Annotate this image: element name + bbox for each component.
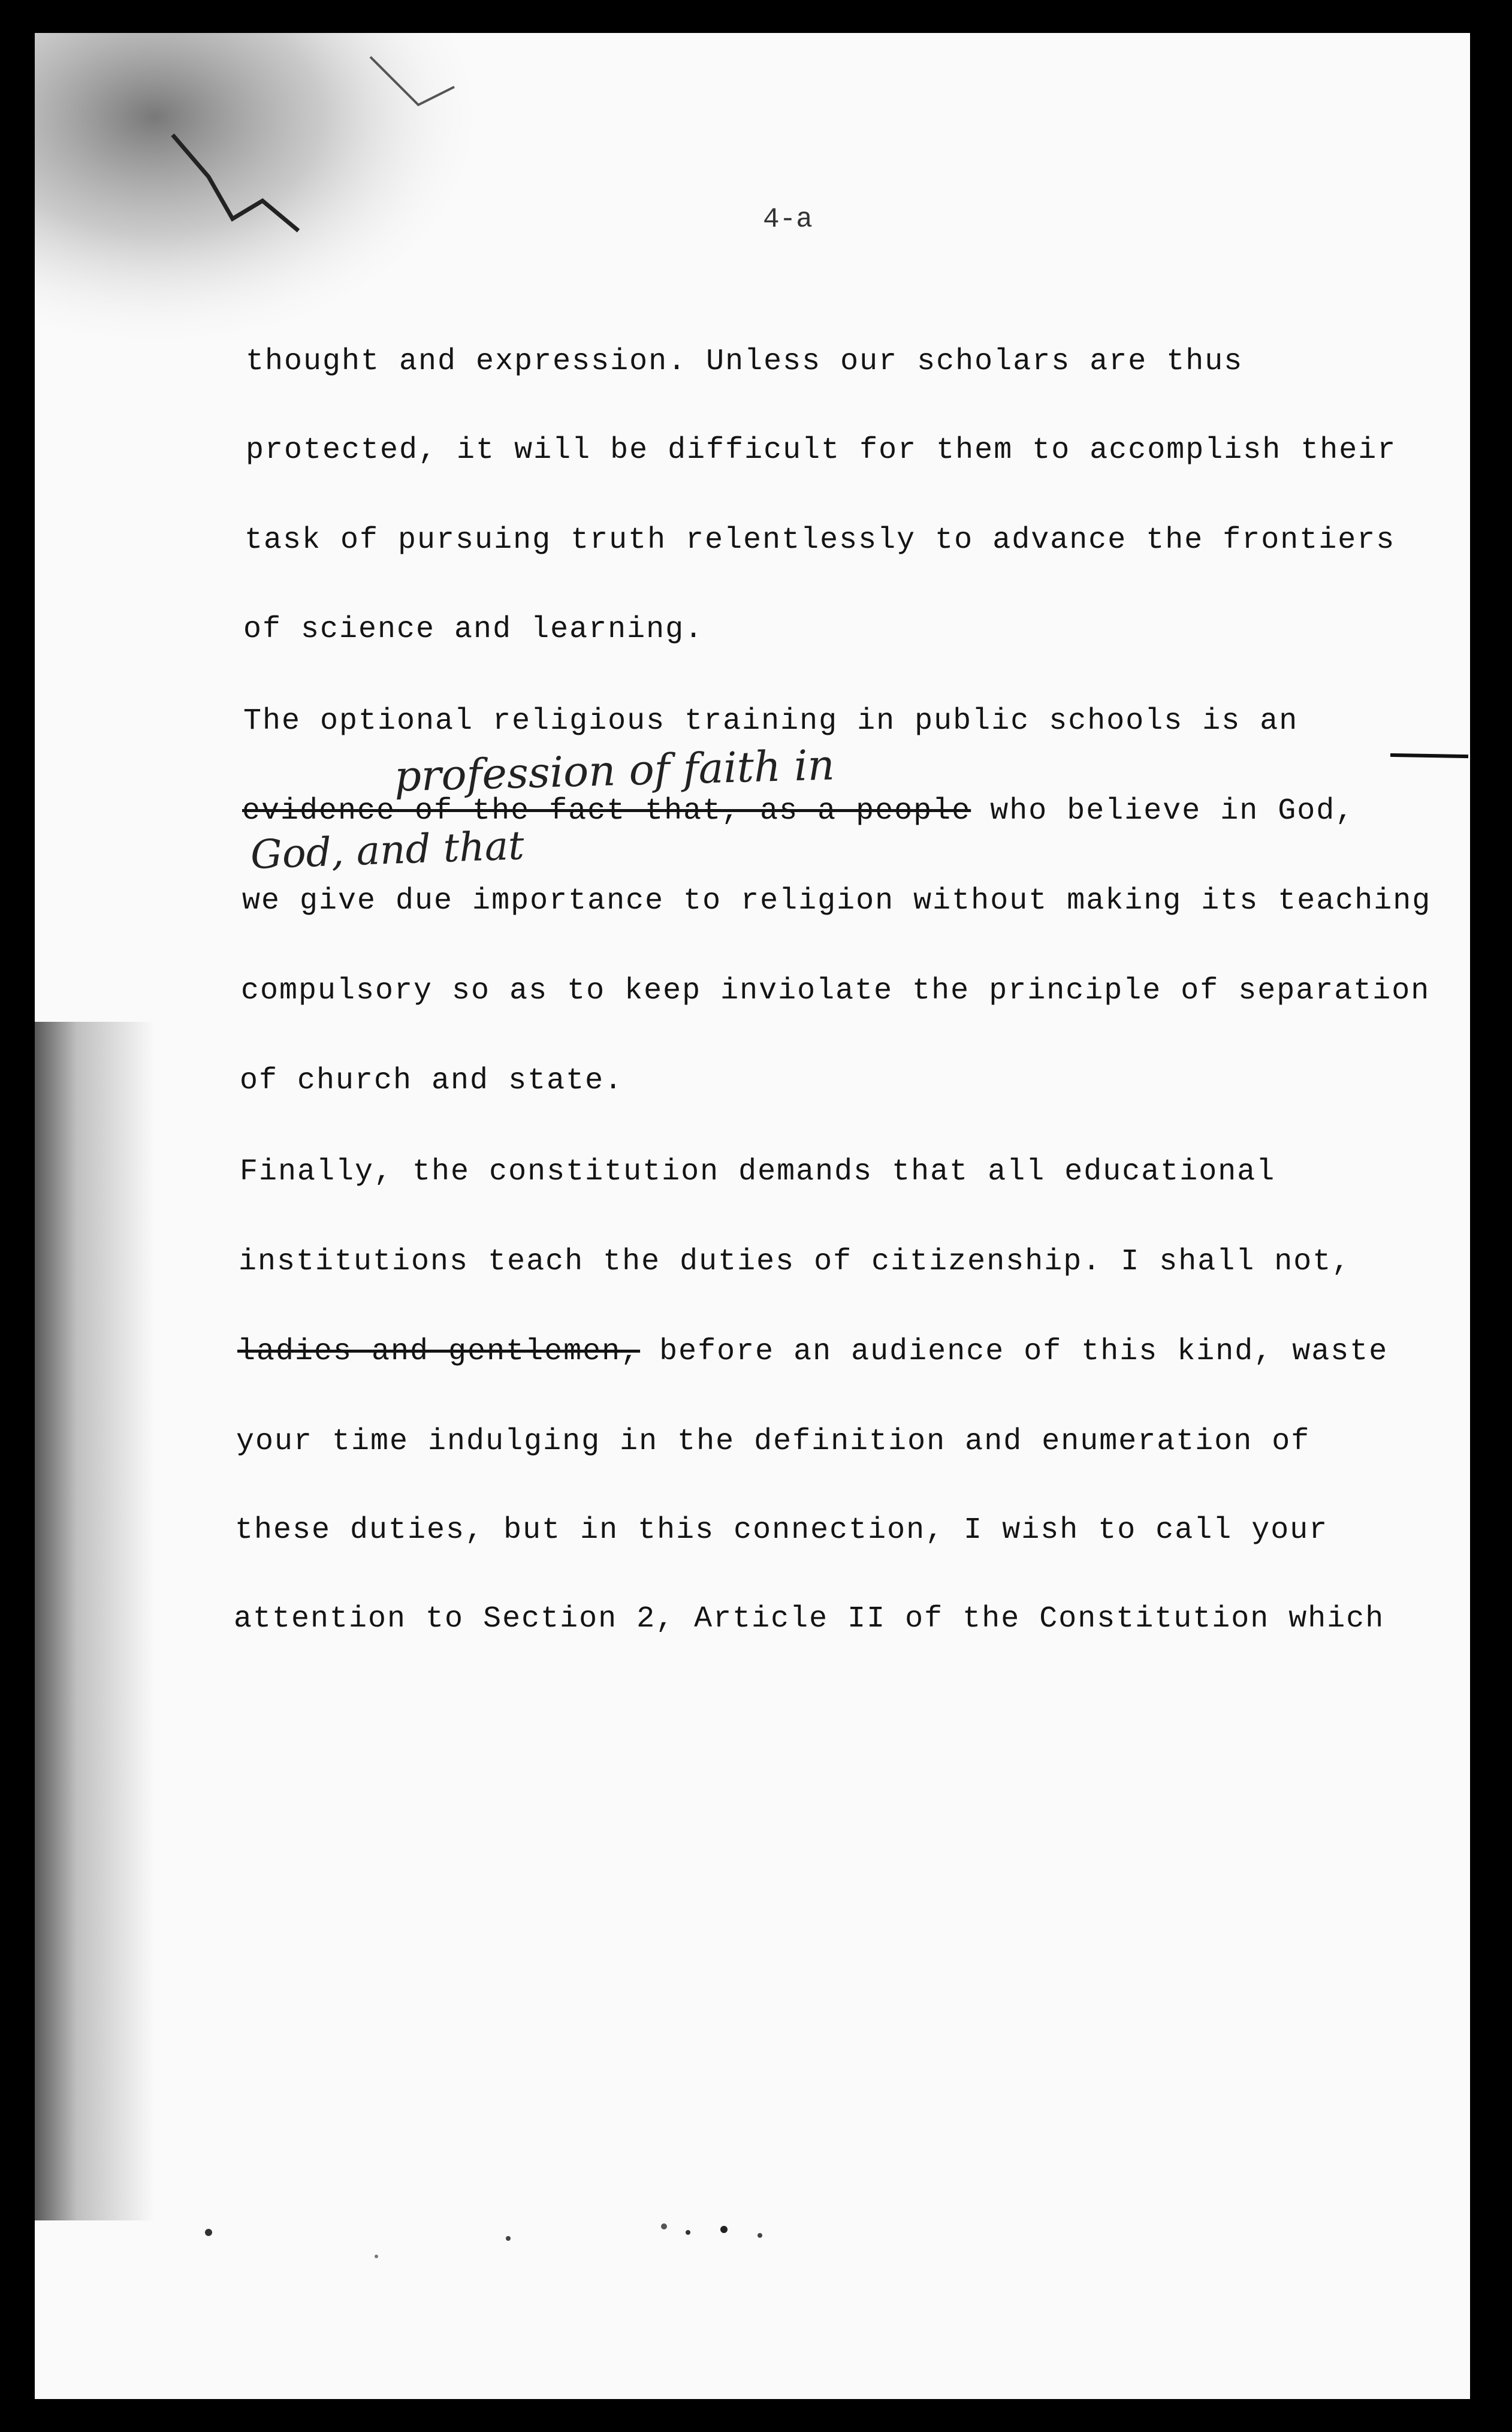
text-line: of church and state. — [240, 1064, 624, 1098]
text-line: Finally, the constitution demands that all educational — [240, 1155, 1276, 1189]
text-line-edited — [237, 1335, 1388, 1369]
handwritten-insertion-below: God, and that — [249, 822, 525, 878]
text-line: protected, it will be difficult for them to accomplish their — [246, 433, 1397, 467]
text-line: institutions teach the duties of citizenship. I shall not, — [239, 1245, 1351, 1279]
torn-corner-shading — [35, 33, 514, 369]
text-line: your time indulging in the definition and enumeration of — [236, 1425, 1311, 1459]
text-line: these duties, but in this connection, I wish to call your — [235, 1513, 1329, 1547]
text-line: compulsory so as to keep inviolate the principle of separation — [241, 974, 1430, 1008]
page-number: 4-a — [763, 204, 813, 235]
text-line: thought and expression. Unless our scholars are thus — [246, 345, 1244, 379]
faded-left-edge — [35, 1022, 155, 2220]
margin-mark — [1390, 753, 1468, 758]
text-line-edited — [242, 794, 1354, 828]
struck-out-text: ladies and gentlemen, — [237, 1335, 641, 1369]
text-line: attention to Section 2, Article II of the Constitution which — [234, 1602, 1385, 1636]
document-page — [35, 33, 1470, 2399]
text-continuation: who believe in God, — [971, 794, 1355, 828]
text-continuation: before an audience of this kind, waste — [640, 1335, 1389, 1369]
text-line: of science and learning. — [243, 612, 704, 647]
text-line: task of pursuing truth relentlessly to advance the frontiers — [245, 523, 1396, 557]
text-line: The optional religious training in public schools is an — [243, 704, 1299, 738]
handwritten-insertion-above: profession of faith in — [394, 740, 835, 801]
paper-specks — [197, 2214, 916, 2280]
struck-out-text: evidence of the fact that, as a people — [242, 794, 971, 828]
text-line: we give due importance to religion without making its teaching — [242, 884, 1432, 918]
